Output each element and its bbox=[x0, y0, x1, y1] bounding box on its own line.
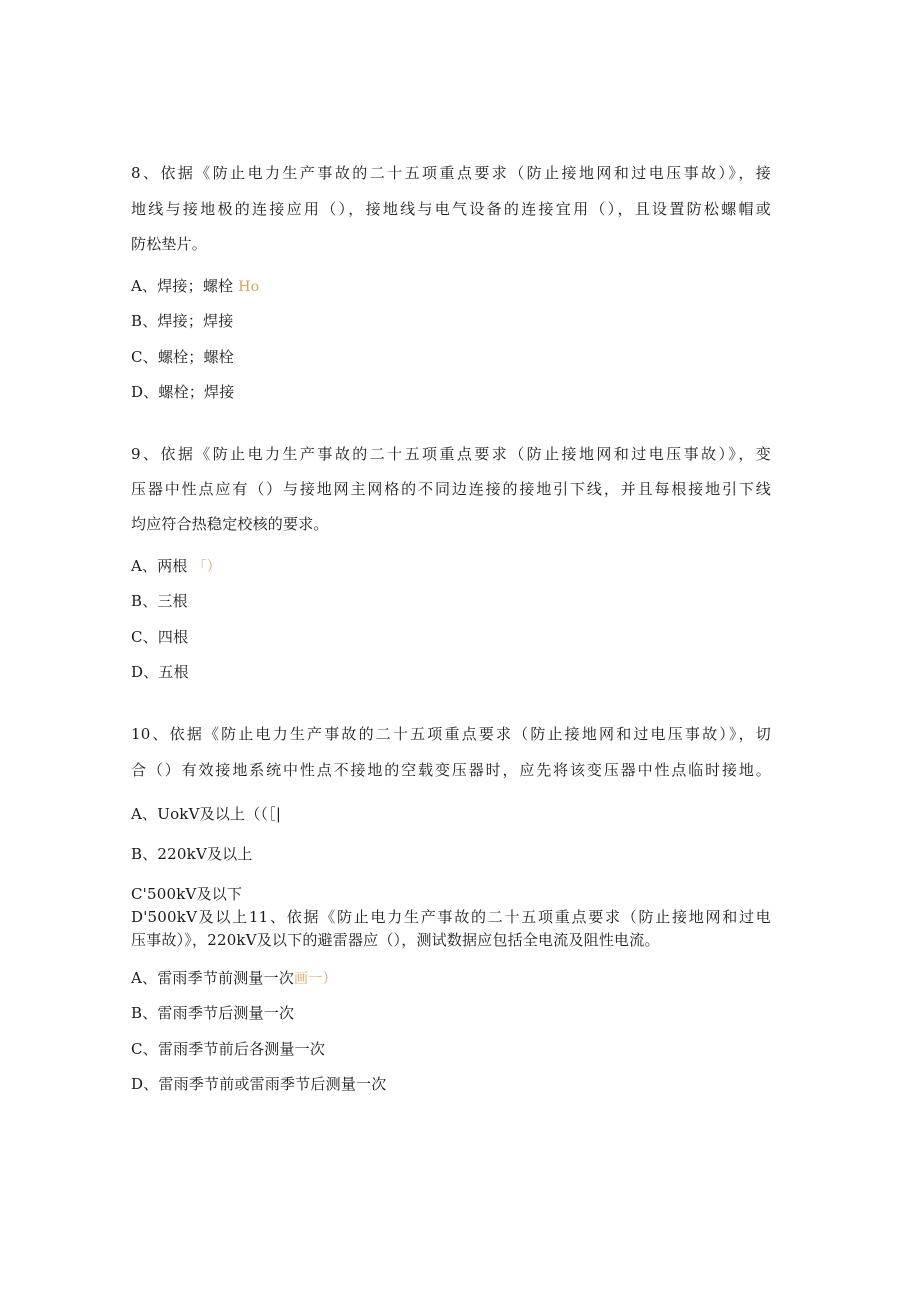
q9-stem-line-3: 均应符合热稳定校核的要求。 bbox=[131, 515, 329, 533]
q9-stem-line-2: 压器中性点应有（）与接地网主网格的不同边连接的接地引下线，并且每根接地引下线 bbox=[131, 480, 771, 498]
q10-option-b: B、220kV及以上 bbox=[131, 845, 253, 863]
q10-option-a: A、UokV及以上（（［| bbox=[131, 805, 282, 823]
q11-option-d: D、雷雨季节前或雷雨季节后测量一次 bbox=[131, 1075, 387, 1093]
q9-option-a-annotation: 「） bbox=[192, 559, 222, 575]
q10-stem-line-2: 合（）有效接地系统中性点不接地的空载变压器时，应先将该变压器中性点临时接地。 bbox=[131, 761, 771, 779]
q8-option-d: D、螺栓；焊接 bbox=[131, 383, 235, 401]
q11-option-a-text: A、雷雨季节前测量一次 bbox=[131, 969, 295, 987]
q11-option-a bbox=[131, 968, 337, 989]
q8-option-a-annotation: Ho bbox=[238, 279, 260, 295]
q8-stem-line-2: 地线与接地极的连接应用（），接地线与电气设备的连接宜用（），且设置防松螺帽或 bbox=[131, 200, 771, 218]
q8-stem-line-1: 8、依据《防止电力生产事故的二十五项重点要求（防止接地网和过电压事故）》，接 bbox=[131, 164, 771, 182]
q9-option-b: B、三根 bbox=[131, 592, 188, 610]
q9-option-c: C、四根 bbox=[131, 628, 189, 646]
q10-option-d-with-q11-stem: D'500kV及以上11、依据《防止电力生产事故的二十五项重点要求（防止接地网和过电 bbox=[131, 908, 771, 926]
q10-stem-line-1: 10、依据《防止电力生产事故的二十五项重点要求（防止接地网和过电压事故）》，切 bbox=[131, 725, 771, 743]
q10-option-c: C'500kV及以下 bbox=[131, 885, 243, 903]
q11-stem-line-2: 压事故）》，220kV及以下的避雷器应（），测试数据应包括全电流及阻性电流。 bbox=[131, 931, 660, 949]
q8-option-a bbox=[131, 276, 259, 297]
q11-option-a-annotation: 画一） bbox=[294, 971, 337, 987]
q9-option-a-text: A、两根 bbox=[131, 557, 188, 575]
q11-option-c: C、雷雨季节前后各测量一次 bbox=[131, 1040, 326, 1058]
q9-option-a bbox=[131, 556, 221, 577]
q8-option-a-text: A、焊接；螺栓 bbox=[131, 277, 234, 295]
q8-option-b: B、焊接；焊接 bbox=[131, 312, 234, 330]
q8-stem-line-3: 防松垫片。 bbox=[131, 235, 208, 253]
q9-option-d: D、五根 bbox=[131, 663, 189, 681]
q8-option-c: C、螺栓；螺栓 bbox=[131, 348, 234, 366]
q9-stem-line-1: 9、依据《防止电力生产事故的二十五项重点要求（防止接地网和过电压事故）》，变 bbox=[131, 445, 771, 463]
q11-option-b: B、雷雨季节后测量一次 bbox=[131, 1004, 295, 1022]
